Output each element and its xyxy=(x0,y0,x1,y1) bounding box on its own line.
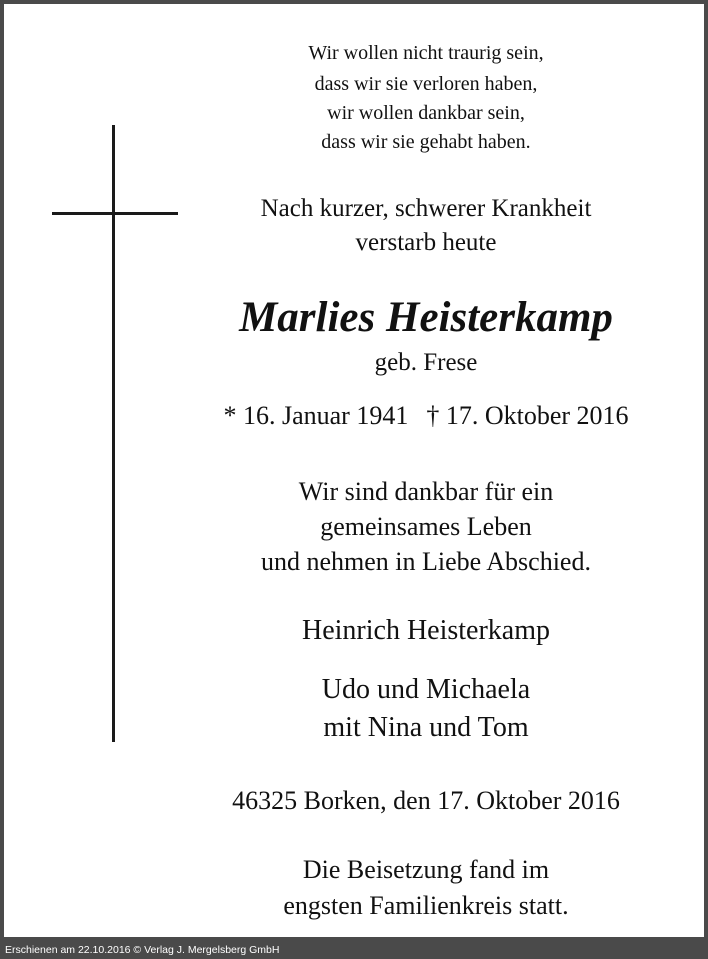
place-date: 46325 Borken, den 17. Oktober 2016 xyxy=(232,786,620,815)
mourner-line-1: Heinrich Heisterkamp xyxy=(301,615,551,646)
maiden-name: geb. Frese xyxy=(374,349,478,376)
poem-line-4: dass wir sie gehabt haben. xyxy=(321,131,531,153)
poem-line-1: Wir wollen nicht traurig sein, xyxy=(308,42,544,64)
life-dates xyxy=(180,401,672,431)
gratitude-line-3: und nehmen in Liebe Abschied. xyxy=(261,547,591,576)
mourner-line-3: mit Nina und Tom xyxy=(323,712,529,743)
mourner-line-2: Udo und Michaela xyxy=(321,674,531,705)
intro-line-1: Nach kurzer, schwerer Krankheit xyxy=(260,195,592,222)
cross-symbol-horizontal xyxy=(52,212,178,215)
publication-footer: Erschienen am 22.10.2016 © Verlag J. Mergelsberg GmbH xyxy=(0,941,708,959)
intro-line-2: verstarb heute xyxy=(355,229,497,256)
poem-line-3: wir wollen dankbar sein, xyxy=(327,102,525,124)
gratitude-line-2: gemeinsames Leben xyxy=(320,512,532,541)
burial-note-line-2: engsten Familienkreis statt. xyxy=(283,891,569,920)
birth-date: * 16. Januar 1941 xyxy=(223,401,409,430)
gratitude-line-1: Wir sind dankbar für ein xyxy=(298,477,554,506)
death-date: † 17. Oktober 2016 xyxy=(426,401,629,430)
poem-line-2: dass wir sie verloren haben, xyxy=(314,73,538,95)
burial-note-line-1: Die Beisetzung fand im xyxy=(302,855,550,884)
deceased-name: Marlies Heisterkamp xyxy=(239,294,613,341)
cross-symbol-vertical xyxy=(112,125,115,742)
